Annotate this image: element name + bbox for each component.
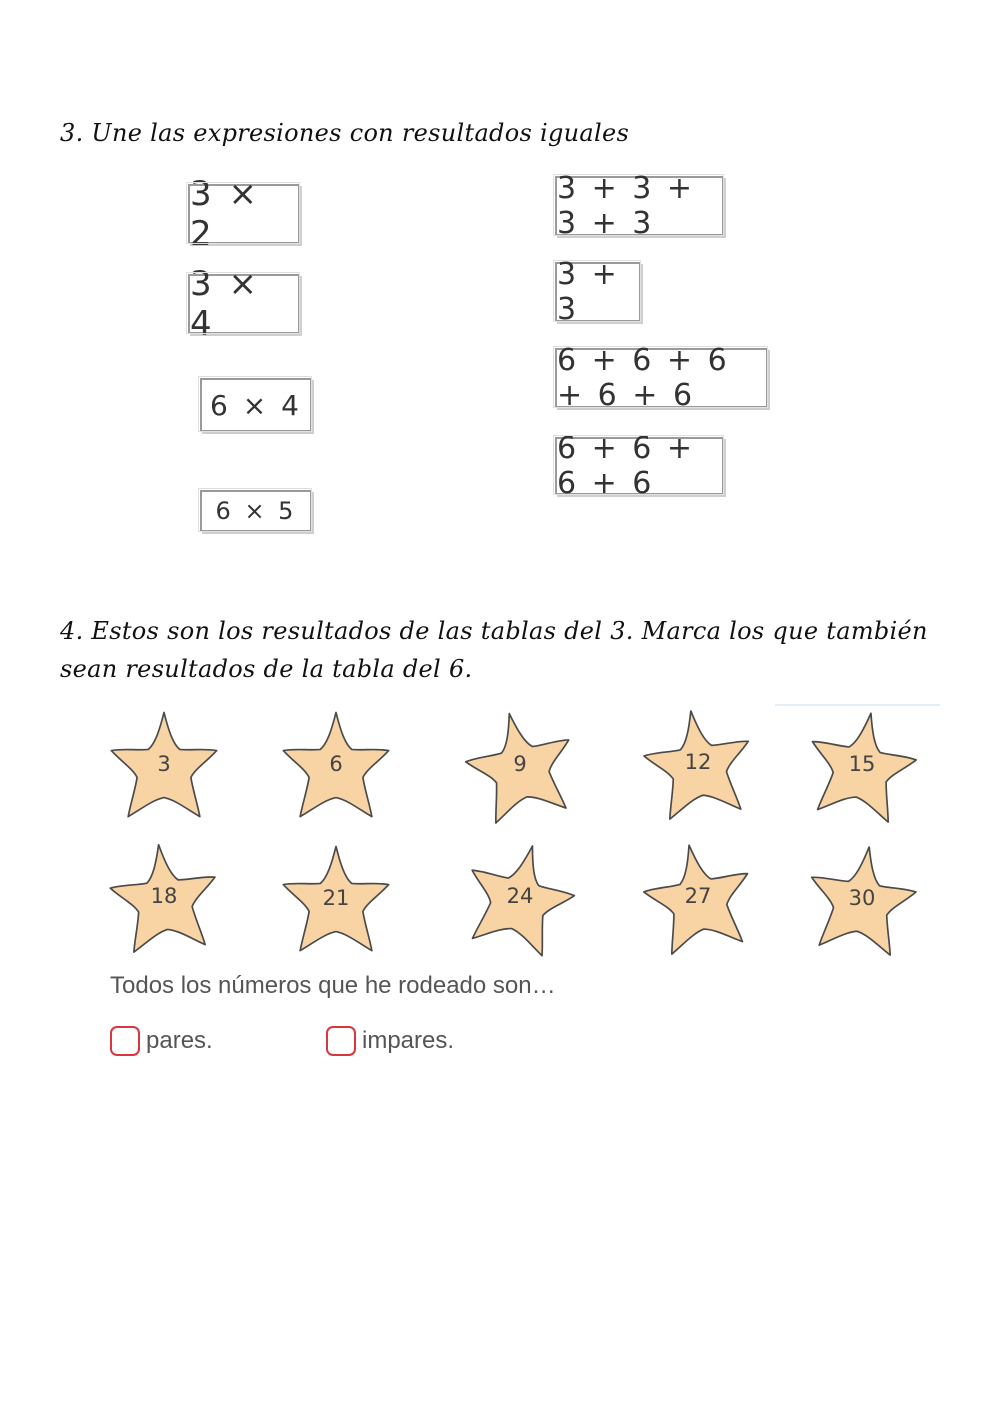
star-label: 15 [848,752,876,776]
prompt-text: Todos los números que he rodeado son… [110,972,556,999]
star-number[interactable] [635,699,761,825]
expression-box-right[interactable]: 6 + 6 + 6 + 6 [555,437,724,495]
star-number[interactable] [108,708,220,820]
star-number[interactable] [102,834,225,957]
option-label: impares. [362,1027,455,1054]
star-label: 6 [329,752,343,776]
expression-box-left[interactable]: 3 × 2 [188,184,300,244]
star-label: 21 [322,886,350,910]
expression-box-left[interactable]: 6 × 5 [200,490,312,532]
star-number[interactable] [797,699,927,829]
exercise-3-heading: 3. Une las expresiones con resultados iguales [60,119,630,147]
star-label: 30 [848,886,876,910]
star-label: 9 [513,752,527,776]
option-label: pares. [146,1027,213,1054]
star-label: 24 [506,884,534,908]
star-label: 3 [157,752,171,776]
star-number[interactable] [633,831,763,961]
star-grid [100,700,940,970]
option-impares[interactable] [326,1026,454,1056]
expression-box-left[interactable]: 3 × 4 [188,274,300,334]
star-number[interactable] [280,842,392,954]
expression-box-right[interactable]: 3 + 3 [555,262,641,322]
exercise-4-heading: 4. Estos son los resultados de las tablas del 3. Marca los que también sean resultados de la tabla del 6. [60,617,928,683]
star-label: 12 [684,750,712,774]
expression-box-right[interactable]: 6 + 6 + 6 + 6 + 6 [555,348,768,408]
expression-box-left[interactable]: 6 × 4 [200,378,312,432]
star-number[interactable] [280,708,392,820]
expression-box-right[interactable]: 3 + 3 + 3 + 3 [555,176,724,236]
option-pares[interactable] [110,1026,213,1056]
star-number[interactable] [799,835,925,961]
star-label: 18 [150,884,178,908]
star-number[interactable] [454,698,587,831]
checkbox[interactable] [110,1026,140,1056]
star-label: 27 [684,884,712,908]
checkbox[interactable] [326,1026,356,1056]
star-number[interactable] [452,828,588,964]
